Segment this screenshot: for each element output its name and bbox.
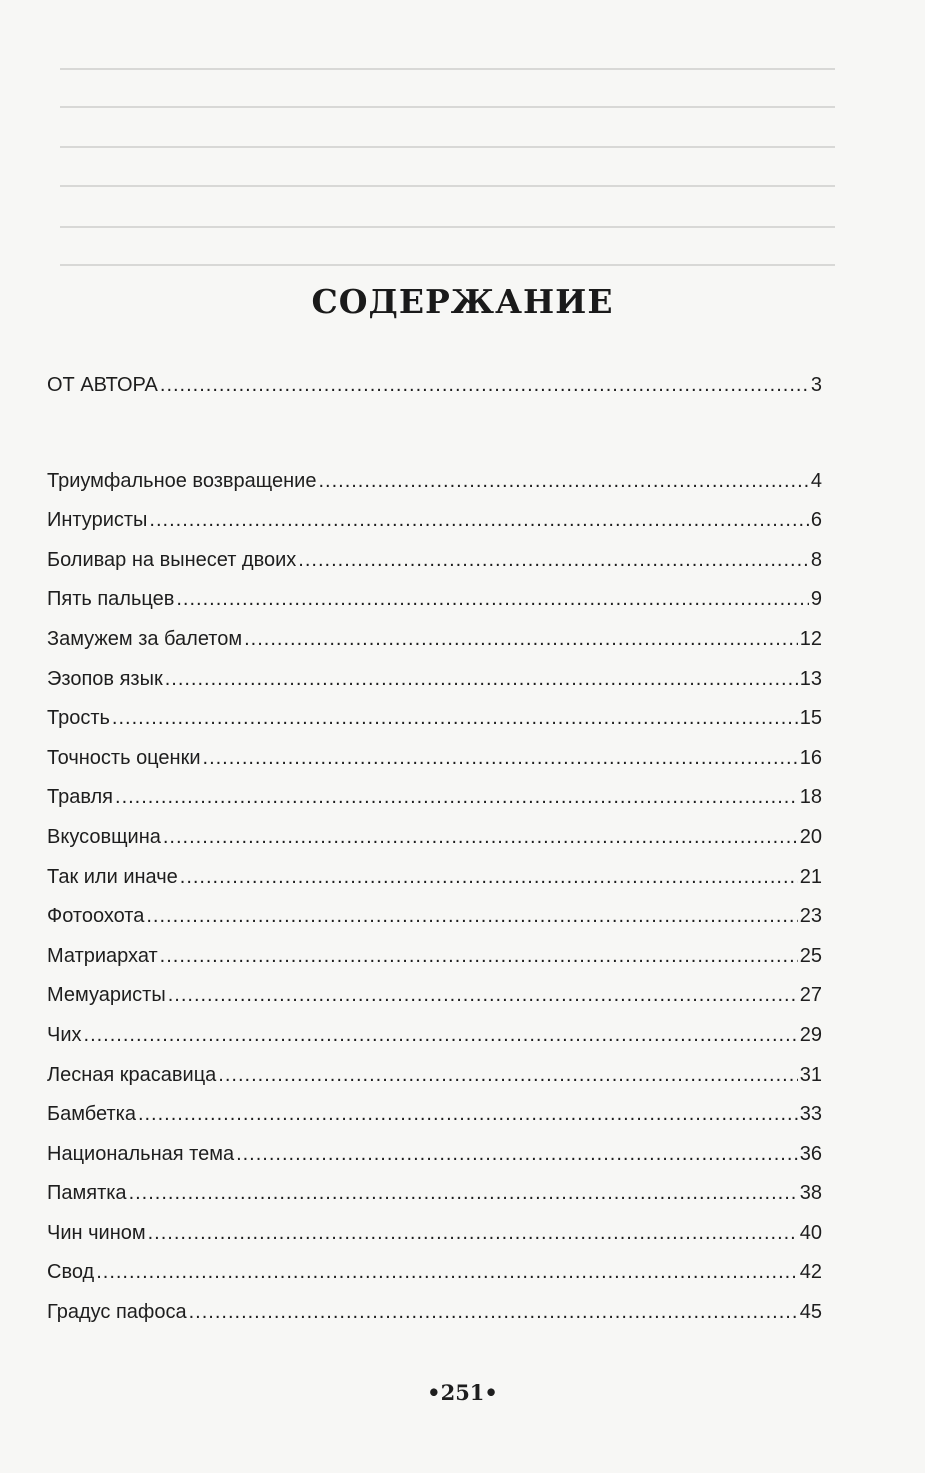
toc-entry-page: 33 [799,1103,822,1126]
dot-leader [115,786,798,809]
toc-entry-label: Памятка [47,1182,127,1205]
toc-entry-author[interactable] [47,374,822,414]
toc-entry-label: Так или иначе [47,865,178,888]
toc-entry-page: 18 [799,786,822,809]
toc-entry[interactable] [47,945,822,985]
toc-entry-label: Национальная тема [47,1142,235,1165]
toc-entry-page: 6 [810,509,822,532]
toc-entry[interactable] [47,668,822,708]
toc-entry-label: Точность оценки [47,746,201,769]
toc-entry-label: Матриархат [47,944,158,967]
toc-entry-page: 8 [810,548,822,571]
toc-entry[interactable] [47,588,822,628]
toc-entry-page: 16 [799,746,822,769]
toc-entry-label: Интуристы [47,509,148,532]
toc-entry[interactable] [47,549,822,589]
toc-entry-page: 20 [799,825,822,848]
toc-entry-label: Травля [47,786,114,809]
toc-entry-label: Мемуаристы [47,984,166,1007]
dot-leader [165,668,798,691]
toc-entry[interactable] [47,1064,822,1104]
toc-entry-label: Пять пальцев [47,588,175,611]
page-title: СОДЕРЖАНИЕ [311,282,614,321]
dot-leader [244,628,798,651]
toc-entry-label: Замужем за балетом [47,627,243,650]
dot-leader [318,470,808,493]
toc-entry-label: Боливар на вынесет двоих [47,548,297,571]
dot-leader [138,1103,798,1126]
toc-entry-page: 27 [799,984,822,1007]
toc-entry[interactable] [47,470,822,510]
toc-entry-page: 45 [799,1301,822,1324]
toc-entry-label: Трость [47,707,110,730]
dot-leader [146,905,797,928]
toc-entry[interactable] [47,984,822,1024]
toc-entry-page: 13 [799,667,822,690]
dot-leader [218,1064,797,1087]
toc-entry-page: 40 [799,1221,822,1244]
dot-leader [160,374,809,397]
dot-leader [148,1222,798,1245]
toc-entry-label: Чин чином [47,1221,146,1244]
dot-leader [149,509,808,532]
toc-entry[interactable] [47,509,822,549]
toc-entry-label: Триумфальное возвращение [47,469,317,492]
toc-entry-label: Фотоохота [47,905,145,928]
toc-entry[interactable] [47,1261,822,1301]
page-number: •251• [427,1380,498,1405]
toc-entry[interactable] [47,905,822,945]
toc-entry-page: 36 [799,1142,822,1165]
toc-entry[interactable] [47,628,822,668]
dot-leader [112,707,798,730]
toc-entry[interactable] [47,1103,822,1143]
toc-entry[interactable] [47,707,822,747]
toc-entry-page: 3 [810,374,822,396]
toc-entry[interactable] [47,826,822,866]
dot-leader [160,945,798,968]
dot-leader [180,866,798,889]
toc-entry-page: 42 [799,1261,822,1284]
dot-leader [168,984,798,1007]
toc-entry[interactable] [47,747,822,787]
toc-entry-label: Лесная красавица [47,1063,217,1086]
toc-entry[interactable] [47,786,822,826]
toc-entry[interactable] [47,1024,822,1064]
toc-entry[interactable] [47,866,822,906]
dot-leader [189,1301,798,1324]
toc-entry-label: Эзопов язык [47,667,163,690]
dot-leader [96,1261,798,1284]
toc-entry-page: 9 [810,588,822,611]
table-of-contents [47,374,822,1341]
dot-leader [298,549,809,572]
toc-entry-label: Бамбетка [47,1103,136,1126]
toc-entry-page: 25 [799,944,822,967]
dot-leader [176,588,809,611]
section-gap [47,414,822,470]
toc-entry-page: 31 [799,1063,822,1086]
toc-entry[interactable] [47,1182,822,1222]
toc-entry-page: 29 [799,1023,822,1046]
toc-entry-page: 15 [799,707,822,730]
toc-entry-page: 12 [799,627,822,650]
dot-leader [236,1143,798,1166]
dot-leader [84,1024,798,1047]
toc-entry-label: ОТ АВТОРА [47,374,158,396]
dot-leader [203,747,798,770]
toc-entry-page: 23 [799,905,822,928]
toc-entry-label: Свод [47,1261,95,1284]
dot-leader [163,826,798,849]
toc-entry-page: 21 [799,865,822,888]
toc-entry[interactable] [47,1143,822,1183]
toc-entry-label: Вкусовщина [47,825,161,848]
dot-leader [129,1182,798,1205]
toc-entry[interactable] [47,1222,822,1262]
toc-entry[interactable] [47,1301,822,1341]
toc-entry-page: 38 [799,1182,822,1205]
toc-entry-label: Градус пафоса [47,1301,187,1324]
toc-entry-page: 4 [810,469,822,492]
toc-entry-label: Чих [47,1023,82,1046]
